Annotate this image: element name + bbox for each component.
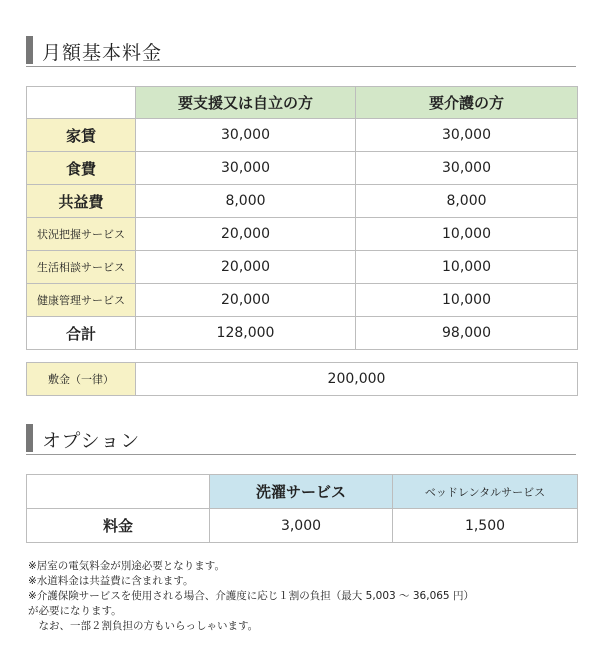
cell-value: 98,000 [356,317,578,350]
row-label-status-check: 状況把握サービス [27,218,136,251]
cell-value: 20,000 [136,251,356,284]
deposit-table [26,362,578,396]
cell-value: 20,000 [136,284,356,317]
cell-value: 30,000 [356,119,578,152]
column-header-support: 要支援又は自立の方 [136,87,356,119]
options-heading [26,424,576,455]
column-header-bed-rental: ベッドレンタルサービス [393,475,578,509]
cell-value: 10,000 [356,251,578,284]
row-label-meals: 食費 [27,152,136,185]
heading-accent-bar [26,424,33,452]
cell-value: 30,000 [356,152,578,185]
note-line: が必要になります。 [28,605,122,617]
row-label-common-fee: 共益費 [27,185,136,218]
table-row [27,284,578,317]
note-line: ※介護保険サービスを使用される場合、介護度に応じ１割の負担（最大 5,003 ～ 36,065 円） [28,590,474,602]
monthly-fee-heading [26,36,576,67]
cell-value: 8,000 [136,185,356,218]
notes [28,559,588,634]
note-line: ※水道料金は共益費に含まれます。 [28,575,194,587]
options-heading-text: オプション [42,430,141,452]
table-row [27,185,578,218]
table-row [27,251,578,284]
cell-value: 1,500 [393,509,578,543]
table-row [27,363,578,396]
monthly-fee-heading-text: 月額基本料金 [42,42,163,64]
row-label-fee: 料金 [27,509,210,543]
table-row [27,152,578,185]
note-line: ※居室の電気料金が別途必要となります。 [28,560,225,572]
header-empty-cell [27,475,210,509]
row-label-life-consult: 生活相談サービス [27,251,136,284]
table-row [27,218,578,251]
row-label-deposit: 敷金（一律） [27,363,136,396]
table-row [27,119,578,152]
note-line: なお、一部２割負担の方もいらっしゃいます。 [28,620,259,632]
header-empty-cell [27,87,136,119]
column-header-care: 要介護の方 [356,87,578,119]
table-header-row [27,475,578,509]
cell-value: 30,000 [136,119,356,152]
heading-accent-bar [26,36,33,64]
table-row [27,509,578,543]
row-label-health-mgmt: 健康管理サービス [27,284,136,317]
monthly-fee-table [26,86,578,350]
cell-value: 30,000 [136,152,356,185]
cell-value: 128,000 [136,317,356,350]
cell-value: 20,000 [136,218,356,251]
deposit-value: 200,000 [136,363,578,396]
column-header-laundry: 洗濯サービス [210,475,393,509]
row-label-rent: 家賃 [27,119,136,152]
cell-value: 8,000 [356,185,578,218]
table-row-total [27,317,578,350]
cell-value: 10,000 [356,284,578,317]
table-header-row [27,87,578,119]
options-table [26,474,578,543]
row-label-total: 合計 [27,317,136,350]
cell-value: 3,000 [210,509,393,543]
cell-value: 10,000 [356,218,578,251]
